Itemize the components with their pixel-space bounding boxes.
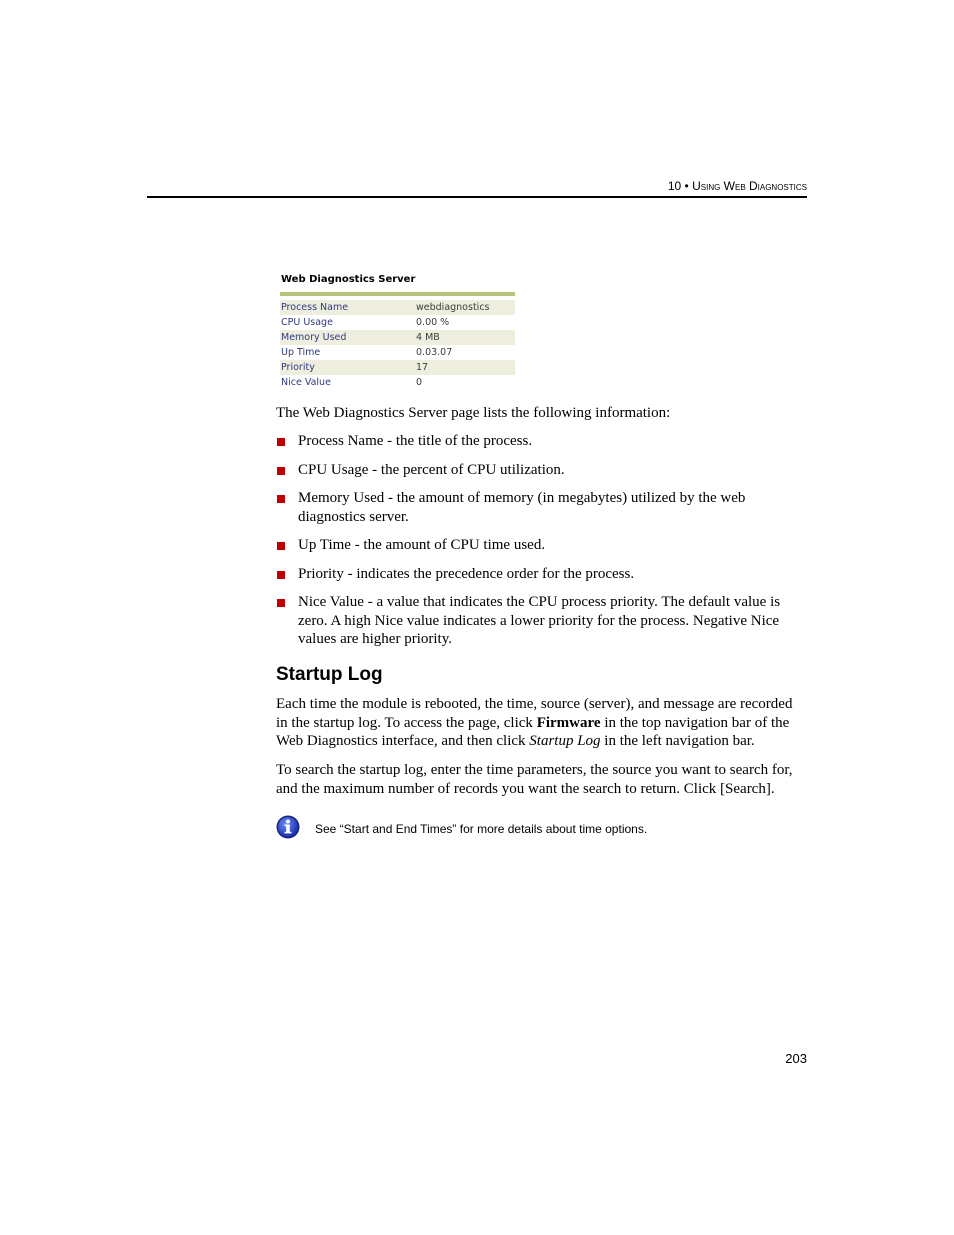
- row-value: 0: [416, 377, 423, 388]
- info-icon: [276, 815, 300, 839]
- running-header: [147, 178, 807, 194]
- table-row: [280, 375, 515, 390]
- row-value: 0.03.07: [416, 347, 453, 358]
- row-label: Up Time: [281, 347, 321, 358]
- intro-paragraph: The Web Diagnostics Server page lists the following information:: [276, 405, 671, 421]
- screenshot-title-bar: [280, 292, 515, 296]
- row-label: Nice Value: [281, 377, 331, 388]
- table-row: [280, 300, 515, 315]
- section-heading: Startup Log: [276, 664, 383, 685]
- row-label: CPU Usage: [281, 317, 333, 328]
- header-rule: [147, 196, 807, 198]
- list-item: [276, 536, 806, 555]
- row-value: 0.00 %: [416, 317, 450, 328]
- row-value: 4 MB: [415, 330, 515, 345]
- list-item-text: Priority - indicates the precedence order for the process.: [298, 565, 635, 582]
- chapter-number: 10 •: [667, 179, 689, 193]
- info-bullet-list: [276, 432, 806, 659]
- para1-text-3: in the left navigation bar.: [600, 733, 755, 749]
- server-info-table: [280, 300, 515, 390]
- web-diagnostics-server-screenshot: [276, 268, 518, 392]
- bullet-square-icon: [277, 495, 285, 503]
- list-item: [276, 461, 806, 480]
- row-value: 17: [415, 360, 515, 375]
- bullet-square-icon: [277, 599, 285, 607]
- startup-log-term: Startup Log: [529, 733, 601, 749]
- chapter-title: Using Web Diagnostics: [692, 179, 807, 193]
- page-number: 203: [785, 1051, 807, 1066]
- bullet-square-icon: [277, 467, 285, 475]
- bullet-square-icon: [277, 542, 285, 550]
- para1-text-2: in the top navigation bar of the Web Diagnostics interface, and then click: [276, 714, 790, 749]
- bullet-square-icon: [277, 571, 285, 579]
- list-item-text: CPU Usage - the percent of CPU utilization.: [298, 461, 565, 478]
- bullet-square-icon: [277, 438, 285, 446]
- table-row: [280, 360, 515, 375]
- list-item-text: Process Name - the title of the process.: [298, 433, 533, 449]
- row-value: webdiagnostics: [415, 300, 515, 315]
- list-item: [276, 565, 806, 584]
- startup-log-paragraph: [276, 695, 806, 751]
- note-text: See “Start and End Times” for more details about time options.: [315, 822, 648, 836]
- list-item: [276, 432, 806, 451]
- list-item-text: Up Time - the amount of CPU time used.: [298, 537, 546, 553]
- list-item: [276, 489, 806, 526]
- search-paragraph: To search the startup log, enter the time parameters, the source you want to search for, and the maximum number of records you want the search to return. Click [Search].: [276, 762, 793, 797]
- screenshot-title: Web Diagnostics Server: [281, 274, 416, 285]
- table-row: [280, 330, 515, 345]
- firmware-term: Firmware: [536, 714, 601, 731]
- row-label: Priority: [280, 360, 415, 375]
- list-item-text: Nice Value - a value that indicates the CPU process priority. The default value is zero. A high Nice value indicates a lower priority for the process. Negative Nice values are higher priority.: [298, 594, 781, 647]
- row-label: Process Name: [280, 300, 415, 315]
- list-item: [276, 593, 806, 649]
- list-item-text: Memory Used - the amount of memory (in megabytes) utilized by the web diagnostics server.: [298, 490, 746, 525]
- table-row: [280, 345, 515, 360]
- row-label: Memory Used: [280, 330, 415, 345]
- para1-text-1: Each time the module is rebooted, the time, source (server), and message are recorded in the startup log. To access the page, click: [276, 696, 793, 731]
- table-row: [280, 315, 515, 330]
